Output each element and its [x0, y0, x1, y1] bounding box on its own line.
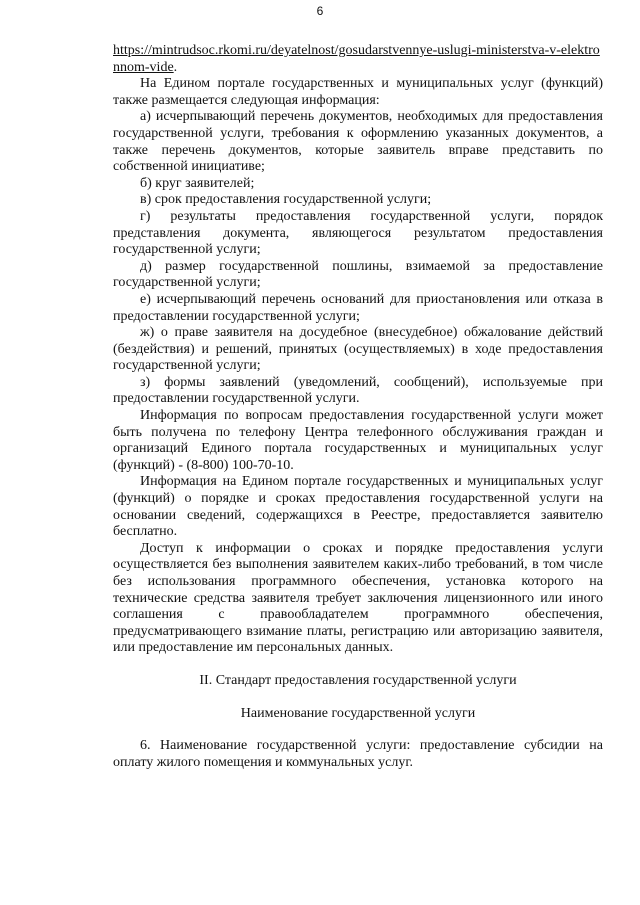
service-link[interactable]: https://mintrudsoc.rkomi.ru/deyatelnost/gosudarstvennye-uslugi-ministerstva-v-elektronnom-vide — [113, 43, 600, 75]
registry-info-paragraph: Информация на Едином портале государственных и муниципальных услуг (функций) о порядке и сроках предоставления государственной услуги на основании сведений, содержащихся в Реестре, предоставляется заявителю бесплатно. — [113, 474, 603, 540]
section-heading: II. Стандарт предоставления государственной услуги — [199, 672, 517, 688]
access-info-paragraph: Доступ к информации о сроках и порядке предоставления услуги осуществляется без выполнения заявителем каких-либо требований, в том числе без использования программного обеспечения, установка которого на технические средства заявителя требует заключения лицензионного или иного соглашения с правообладателем программного обеспечения, предусматривающего взимание платы, регистрацию или авторизацию заявителя, или предоставление им персональных данных. — [113, 540, 603, 656]
link-period: . — [173, 59, 178, 75]
document-body — [113, 43, 603, 771]
list-item-a: а) исчерпывающий перечень документов, необходимых для предоставления государственной услуги, требования к оформлению указанных документов, а также перечень документов, которые заявитель вправе представить по собственной инициативе; — [113, 109, 603, 175]
paragraph-6: 6. Наименование государственной услуги: предоставление субсидии на оплату жилого помещения и коммунальных услуг. — [113, 738, 603, 770]
page-number: 6 — [316, 4, 324, 18]
list-item-d: д) размер государственной пошлины, взимаемой за предоставление государственной услуги; — [113, 258, 603, 291]
subsection-heading: Наименование государственной услуги — [240, 705, 476, 721]
list-item-b: б) круг заявителей; — [140, 175, 255, 191]
phone-info-paragraph: Информация по вопросам предоставления государственной услуги может быть получена по телефону Центра телефонного обслуживания граждан и организаций Единого портала государственных и муниципальных услуг (функций) - (8-800) 100-70-10. — [113, 408, 603, 473]
list-item-zh: ж) о праве заявителя на досудебное (внесудебное) обжалование действий (бездействия) и решений, принятых (осуществляемых) в ходе предоставления государственной услуги; — [113, 325, 603, 374]
list-item-g: г) результаты предоставления государственной услуги, порядок представления документа, являющегося результатом предоставления государственной услуги; — [113, 208, 603, 258]
portal-info-intro: На Едином портале государственных и муниципальных услуг (функций) также размещается следующая информация: — [113, 76, 603, 108]
list-item-v: в) срок предоставления государственной услуги; — [140, 192, 432, 208]
link-line — [113, 43, 603, 76]
list-item-z: з) формы заявлений (уведомлений, сообщений), используемые при предоставлении государственной услуги. — [113, 374, 603, 407]
list-item-e: е) исчерпывающий перечень оснований для приостановления или отказа в предоставлении государственной услуги; — [113, 291, 603, 324]
